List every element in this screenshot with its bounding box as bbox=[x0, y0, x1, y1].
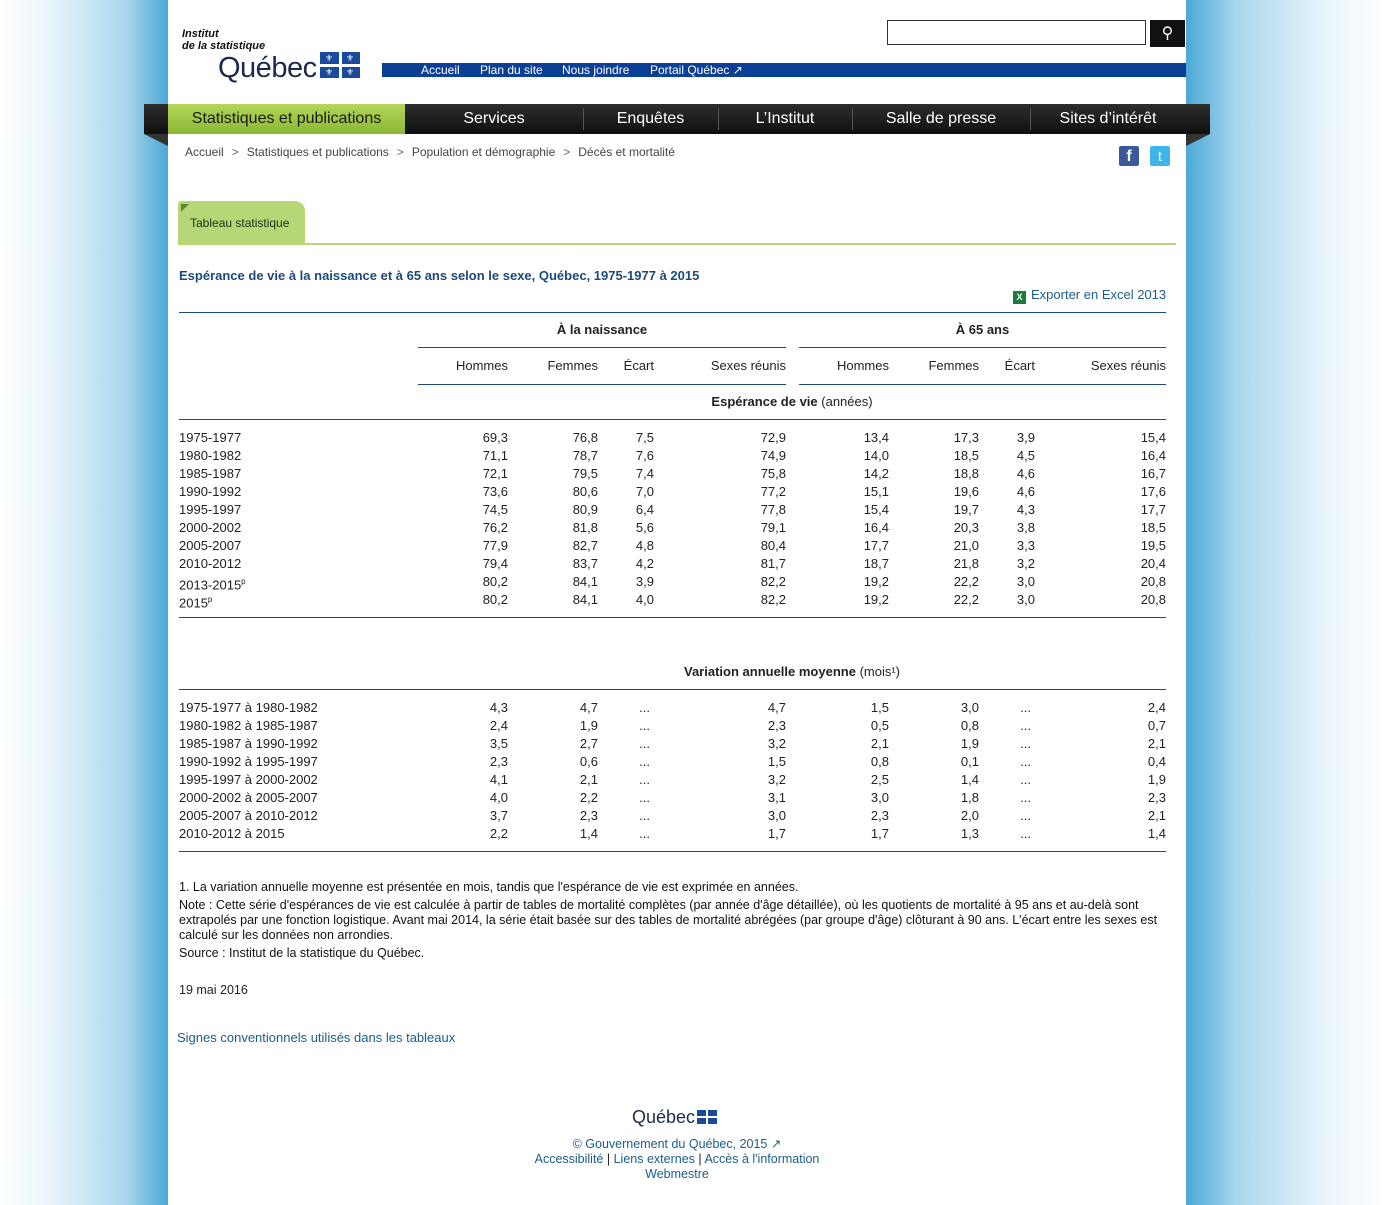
table-cell: 6,4 bbox=[635, 502, 654, 517]
publication-date: 19 mai 2016 bbox=[179, 983, 248, 997]
table-cell: 3,5 bbox=[489, 736, 508, 751]
table-cell: 82,2 bbox=[760, 574, 786, 589]
table-cell: 19,2 bbox=[863, 592, 889, 607]
table-cell: 3,3 bbox=[1016, 538, 1035, 553]
table-cell: 4,3 bbox=[1016, 502, 1035, 517]
table-cell: 83,7 bbox=[572, 556, 598, 571]
table-row-label bbox=[179, 538, 241, 554]
column-header: Hommes bbox=[455, 358, 508, 373]
table-cell: 81,8 bbox=[572, 520, 598, 535]
table-cell: 19,5 bbox=[1140, 538, 1166, 553]
table-cell: 4,0 bbox=[635, 592, 654, 607]
table-cell: 3,9 bbox=[635, 574, 654, 589]
main-nav bbox=[144, 104, 1210, 134]
table-cell: 0,5 bbox=[870, 718, 889, 733]
table-row-label bbox=[179, 574, 246, 593]
section-heading-label: Variation annuelle moyenne bbox=[684, 664, 856, 679]
table-cell: 4,7 bbox=[579, 700, 598, 715]
section-rule bbox=[179, 419, 1166, 420]
quebec-flag-icon bbox=[697, 1110, 717, 1124]
table-cell: 0,8 bbox=[960, 718, 979, 733]
table-cell: 2,1 bbox=[1147, 736, 1166, 751]
table-cell: ... bbox=[639, 772, 650, 787]
table-cell: 0,8 bbox=[870, 754, 889, 769]
table-cell: 76,2 bbox=[482, 520, 508, 535]
table-cell: 2,5 bbox=[870, 772, 889, 787]
section-heading-esperance bbox=[418, 394, 1166, 410]
table-cell: 2,1 bbox=[870, 736, 889, 751]
section-heading-unit: (mois¹) bbox=[855, 664, 900, 679]
breadcrumb-separator: > bbox=[231, 145, 239, 159]
table-row-label: 2005-2007 à 2010-2012 bbox=[179, 808, 318, 823]
table-cell: 75,8 bbox=[760, 466, 786, 481]
column-header: Femmes bbox=[928, 358, 979, 373]
table-cell: 4,7 bbox=[767, 700, 786, 715]
logo-quebec: Québec bbox=[218, 52, 317, 84]
table-cell: ... bbox=[639, 736, 650, 751]
table-cell: 74,5 bbox=[482, 502, 508, 517]
top-link-portail-quebec[interactable] bbox=[650, 63, 743, 77]
table-cell: 3,2 bbox=[767, 772, 786, 787]
table-row-label bbox=[179, 448, 241, 464]
table-cell: 2,3 bbox=[767, 718, 786, 733]
table-cell: ... bbox=[1020, 772, 1031, 787]
table-cell: 82,7 bbox=[572, 538, 598, 553]
table-cell: 0,4 bbox=[1147, 754, 1166, 769]
breadcrumb-separator: > bbox=[563, 145, 571, 159]
table-cell: ... bbox=[1020, 754, 1031, 769]
tab-underline bbox=[178, 243, 1176, 245]
table-cell: 4,6 bbox=[1016, 484, 1035, 499]
table-cell: 78,7 bbox=[572, 448, 598, 463]
column-header: Sexes réunis bbox=[710, 358, 786, 373]
table-cell: 14,0 bbox=[863, 448, 889, 463]
table-cell: 7,5 bbox=[635, 430, 654, 445]
table-cell: 3,0 bbox=[1016, 574, 1035, 589]
table-cell: 7,6 bbox=[635, 448, 654, 463]
table-cell: 17,3 bbox=[953, 430, 979, 445]
table-cell: 18,5 bbox=[953, 448, 979, 463]
table-cell: 0,1 bbox=[960, 754, 979, 769]
row-label-text: 1980-1982 bbox=[179, 448, 242, 463]
top-links-bar bbox=[382, 63, 1186, 77]
footer-links bbox=[168, 1152, 1186, 1167]
group-rule-65-ans bbox=[799, 347, 1166, 348]
nav-fold-right bbox=[1186, 134, 1210, 146]
table-cell: 2,1 bbox=[579, 772, 598, 787]
table-cell: 18,5 bbox=[1140, 520, 1166, 535]
table-bottom-rule bbox=[179, 851, 1166, 852]
nav-salle-de-presse[interactable]: Salle de presse bbox=[885, 110, 997, 127]
isq-logo[interactable] bbox=[182, 28, 355, 84]
background-right bbox=[1186, 0, 1387, 1205]
table-cell: ... bbox=[639, 808, 650, 823]
table-cell: 2,2 bbox=[579, 790, 598, 805]
table-cell: 1,5 bbox=[870, 700, 889, 715]
table-cell: 4,5 bbox=[1016, 448, 1035, 463]
table-cell: 21,8 bbox=[953, 556, 979, 571]
row-label-text: 1990-1992 bbox=[179, 484, 242, 499]
table-row-label bbox=[179, 484, 241, 500]
table-cell: 77,2 bbox=[760, 484, 786, 499]
top-link-nous-joindre[interactable]: Nous joindre bbox=[562, 63, 630, 77]
footer-separator: | bbox=[606, 1152, 611, 1166]
row-label-text: 2013-2015 bbox=[179, 577, 242, 593]
table-cell: 73,6 bbox=[482, 484, 508, 499]
row-label-text: 2005-2007 bbox=[179, 538, 242, 553]
table-top-rule bbox=[179, 312, 1166, 313]
footer-link-accessibilite[interactable]: Accessibilité bbox=[534, 1152, 604, 1166]
column-header: Écart bbox=[623, 358, 654, 373]
export-excel-label: Exporter en Excel 2013 bbox=[1031, 287, 1167, 302]
table-row-label bbox=[179, 592, 212, 611]
table-cell: 17,6 bbox=[1140, 484, 1166, 499]
table-cell: 1,9 bbox=[960, 736, 979, 751]
row-label-text: 1975-1977 bbox=[179, 430, 242, 445]
table-cell: 4,8 bbox=[635, 538, 654, 553]
external-link-icon: ↗ bbox=[770, 1137, 782, 1151]
table-row-label bbox=[179, 502, 241, 518]
table-cell: 1,7 bbox=[870, 826, 889, 841]
table-cell: 69,3 bbox=[482, 430, 508, 445]
column-header: Femmes bbox=[547, 358, 598, 373]
table-cell: 79,4 bbox=[482, 556, 508, 571]
table-title: Espérance de vie à la naissance et à 65 ans selon le sexe, Québec, 1975-1977 à 2015 bbox=[179, 268, 700, 283]
table-cell: 2,3 bbox=[870, 808, 889, 823]
table-cell: 84,1 bbox=[572, 592, 598, 607]
search-input[interactable] bbox=[887, 20, 1146, 45]
table-cell: 2,3 bbox=[579, 808, 598, 823]
section-heading-variation bbox=[418, 664, 1166, 680]
table-cell: ... bbox=[639, 718, 650, 733]
footer-logo-text: Québec bbox=[632, 1107, 696, 1127]
group-header-naissance: À la naissance bbox=[556, 322, 648, 337]
table-cell: 2,2 bbox=[489, 826, 508, 841]
breadcrumb-accueil[interactable]: Accueil bbox=[185, 145, 224, 159]
section-rule bbox=[179, 689, 1166, 690]
search-button[interactable] bbox=[1150, 20, 1185, 47]
table-cell: 2,4 bbox=[1147, 700, 1166, 715]
table-cell: 20,3 bbox=[953, 520, 979, 535]
table-cell: 4,1 bbox=[489, 772, 508, 787]
note-methodology: Note : Cette série d'espérances de vie est calculée à partir de tables de mortalité complètes (par année d'âge détaillée), où les quotients de mortalité à 95 ans et au-delà sont extrapolés par une fonction logistique. Avant mai 2014, la série était basée sur des tables de mortalité abrégées (par groupe d'âge) clôturant à 90 ans. L'écart entre les sexes est calculé sur les données non arrondies. bbox=[179, 898, 1158, 942]
table-cell: 1,5 bbox=[767, 754, 786, 769]
table-row-label: 1985-1987 à 1990-1992 bbox=[179, 736, 318, 751]
table-cell: ... bbox=[1020, 718, 1031, 733]
footer-logo[interactable] bbox=[632, 1107, 717, 1128]
table-cell: 2,7 bbox=[579, 736, 598, 751]
column-header: Sexes réunis bbox=[1090, 358, 1166, 373]
table-cell: ... bbox=[639, 754, 650, 769]
table-cell: 21,0 bbox=[953, 538, 979, 553]
page bbox=[168, 0, 1186, 1205]
table-row-label bbox=[179, 466, 241, 482]
table-cell: ... bbox=[1020, 790, 1031, 805]
group-header-65-ans: À 65 ans bbox=[955, 322, 1010, 337]
table-cell: 19,6 bbox=[953, 484, 979, 499]
table-cell: 1,3 bbox=[960, 826, 979, 841]
table-cell: 1,4 bbox=[960, 772, 979, 787]
table-cell: ... bbox=[639, 826, 650, 841]
table-cell: 72,9 bbox=[760, 430, 786, 445]
table-cell: 79,5 bbox=[572, 466, 598, 481]
table-cell: 1,4 bbox=[1147, 826, 1166, 841]
signes-conventionnels-link[interactable]: Signes conventionnels utilisés dans les tableaux bbox=[177, 1030, 456, 1045]
table-cell: 3,0 bbox=[870, 790, 889, 805]
breadcrumb bbox=[185, 145, 675, 159]
row-label-text: 2000-2002 bbox=[179, 520, 242, 535]
table-cell: 81,7 bbox=[760, 556, 786, 571]
table-cell: ... bbox=[1020, 826, 1031, 841]
table-cell: 16,7 bbox=[1140, 466, 1166, 481]
top-link-plan-du-site[interactable]: Plan du site bbox=[480, 63, 543, 77]
table-cell: 71,1 bbox=[482, 448, 508, 463]
table-row-label: 2010-2012 à 2015 bbox=[179, 826, 285, 841]
footer-separator: | bbox=[698, 1152, 702, 1166]
provisional-marker: p bbox=[207, 595, 213, 604]
table-cell: 19,2 bbox=[863, 574, 889, 589]
external-link-icon: ↗ bbox=[732, 63, 743, 77]
table-notes bbox=[179, 880, 1159, 964]
header-rule bbox=[799, 384, 1166, 385]
table-cell: 4,6 bbox=[1016, 466, 1035, 481]
table-cell: 14,2 bbox=[863, 466, 889, 481]
table-cell: 74,9 bbox=[760, 448, 786, 463]
table-cell: 20,8 bbox=[1140, 574, 1166, 589]
top-link-portail-label: Portail Québec bbox=[650, 63, 730, 77]
table-cell: 16,4 bbox=[863, 520, 889, 535]
table-cell: 80,6 bbox=[572, 484, 598, 499]
quebec-flag-icon: ⚜ ⚜ ⚜ ⚜ bbox=[320, 52, 360, 78]
table-cell: 0,6 bbox=[579, 754, 598, 769]
table-cell: 3,1 bbox=[767, 790, 786, 805]
table-row-label bbox=[179, 556, 241, 572]
table-cell: 22,2 bbox=[953, 574, 979, 589]
table-cell: 3,9 bbox=[1016, 430, 1035, 445]
table-cell: 22,2 bbox=[953, 592, 979, 607]
table-cell: ... bbox=[639, 700, 650, 715]
table-row-label bbox=[179, 520, 241, 536]
footer-link-acces-information[interactable]: Accès à l'information bbox=[704, 1152, 820, 1166]
table-cell: 3,2 bbox=[1016, 556, 1035, 571]
table-cell: 0,7 bbox=[1147, 718, 1166, 733]
nav-institut[interactable]: L’Institut bbox=[755, 110, 815, 127]
excel-icon: X bbox=[1013, 291, 1026, 304]
note-1: 1. La variation annuelle moyenne est présentée en mois, tandis que l'espérance de vie est exprimée en années. bbox=[179, 880, 799, 894]
table-cell: 13,4 bbox=[863, 430, 889, 445]
table-cell: 3,0 bbox=[767, 808, 786, 823]
group-rule-naissance bbox=[418, 347, 786, 348]
table-cell: 1,4 bbox=[579, 826, 598, 841]
table-cell: 3,2 bbox=[767, 736, 786, 751]
footer-link-liens-externes[interactable]: Liens externes bbox=[613, 1152, 695, 1166]
facebook-icon[interactable]: f bbox=[1119, 146, 1139, 166]
table-cell: 7,4 bbox=[635, 466, 654, 481]
table-cell: 79,1 bbox=[760, 520, 786, 535]
provisional-marker: p bbox=[241, 577, 246, 586]
table-cell: 77,9 bbox=[482, 538, 508, 553]
table-cell: 17,7 bbox=[863, 538, 889, 553]
table-cell: 16,4 bbox=[1140, 448, 1166, 463]
table-cell: 80,2 bbox=[482, 592, 508, 607]
table-cell: 2,0 bbox=[960, 808, 979, 823]
table-cell: 2,4 bbox=[489, 718, 508, 733]
table-cell: 80,4 bbox=[760, 538, 786, 553]
nav-services[interactable]: Services bbox=[463, 110, 525, 127]
table-row-label: 1990-1992 à 1995-1997 bbox=[179, 754, 318, 769]
table-cell: ... bbox=[1020, 700, 1031, 715]
table-row-label: 2000-2002 à 2005-2007 bbox=[179, 790, 318, 805]
table-cell: 2,3 bbox=[489, 754, 508, 769]
table-cell: 80,9 bbox=[572, 502, 598, 517]
nav-statistiques[interactable]: Statistiques et publications bbox=[168, 104, 405, 134]
table-cell: 7,0 bbox=[635, 484, 654, 499]
table-cell: 5,6 bbox=[635, 520, 654, 535]
row-label-text: 1995-1997 bbox=[179, 502, 242, 517]
table-cell: 1,9 bbox=[1147, 772, 1166, 787]
export-excel-link[interactable] bbox=[1013, 287, 1166, 304]
table-cell: 2,3 bbox=[1147, 790, 1166, 805]
table-row-label: 1995-1997 à 2000-2002 bbox=[179, 772, 318, 787]
table-cell: 3,8 bbox=[1016, 520, 1035, 535]
breadcrumb-population[interactable]: Population et démographie bbox=[411, 145, 556, 159]
table-cell: 77,8 bbox=[760, 502, 786, 517]
table-cell: 3,0 bbox=[960, 700, 979, 715]
twitter-icon[interactable]: t bbox=[1150, 146, 1170, 166]
table-cell: 18,7 bbox=[863, 556, 889, 571]
column-header: Écart bbox=[1004, 358, 1035, 373]
section-heading-label: Espérance de vie bbox=[711, 394, 818, 409]
search-icon: ⚲ bbox=[1161, 25, 1174, 42]
table-cell: ... bbox=[1020, 736, 1031, 751]
table-cell: 3,7 bbox=[489, 808, 508, 823]
table-cell: 20,4 bbox=[1140, 556, 1166, 571]
table-cell: 3,0 bbox=[1016, 592, 1035, 607]
table-cell: 15,4 bbox=[863, 502, 889, 517]
column-header: Hommes bbox=[836, 358, 889, 373]
row-label-text: 2015 bbox=[179, 595, 208, 611]
table-row-label bbox=[179, 430, 241, 446]
section-heading-unit: (années) bbox=[817, 394, 873, 409]
table-cell: 84,1 bbox=[572, 574, 598, 589]
top-link-accueil[interactable]: Accueil bbox=[421, 63, 460, 77]
table-cell: 4,0 bbox=[489, 790, 508, 805]
breadcrumb-statistiques[interactable]: Statistiques et publications bbox=[246, 145, 389, 159]
logo-line1: Institut bbox=[182, 28, 219, 40]
section-bottom-rule bbox=[179, 617, 1166, 618]
footer-copyright[interactable] bbox=[168, 1137, 1186, 1152]
table-cell: ... bbox=[639, 790, 650, 805]
table-row-label: 1975-1977 à 1980-1982 bbox=[179, 700, 318, 715]
table-cell: 15,4 bbox=[1140, 430, 1166, 445]
row-label-text: 2010-2012 bbox=[179, 556, 242, 571]
table-row-label: 1980-1982 à 1985-1987 bbox=[179, 718, 318, 733]
table-cell: 19,7 bbox=[953, 502, 979, 517]
tab-tableau-statistique[interactable]: Tableau statistique bbox=[178, 201, 305, 244]
nav-sites-interet[interactable]: Sites d’intérêt bbox=[1059, 110, 1157, 127]
table-cell: 4,3 bbox=[489, 700, 508, 715]
table-cell: 15,1 bbox=[863, 484, 889, 499]
table-cell: 76,8 bbox=[572, 430, 598, 445]
table-cell: 1,7 bbox=[767, 826, 786, 841]
logo-line2: de la statistique bbox=[182, 40, 266, 52]
table-cell: ... bbox=[1020, 808, 1031, 823]
nav-fold-left bbox=[144, 134, 168, 146]
table-cell: 18,8 bbox=[953, 466, 979, 481]
table-cell: 4,2 bbox=[635, 556, 654, 571]
footer-webmestre[interactable]: Webmestre bbox=[645, 1167, 709, 1181]
table-cell: 82,2 bbox=[760, 592, 786, 607]
table-cell: 1,9 bbox=[579, 718, 598, 733]
table-cell: 20,8 bbox=[1140, 592, 1166, 607]
header-rule bbox=[418, 384, 786, 385]
table-cell: 72,1 bbox=[482, 466, 508, 481]
table-cell: 1,8 bbox=[960, 790, 979, 805]
table-cell: 17,7 bbox=[1140, 502, 1166, 517]
note-source: Source : Institut de la statistique du Québec. bbox=[179, 946, 425, 960]
table-cell: 2,1 bbox=[1147, 808, 1166, 823]
nav-enquetes[interactable]: Enquêtes bbox=[616, 110, 685, 127]
background-left bbox=[0, 0, 168, 1205]
breadcrumb-separator: > bbox=[396, 145, 404, 159]
table-cell: 80,2 bbox=[482, 574, 508, 589]
row-label-text: 1985-1987 bbox=[179, 466, 242, 481]
copyright-text: © Gouvernement du Québec, 2015 bbox=[572, 1137, 768, 1151]
breadcrumb-deces: Décès et mortalité bbox=[578, 145, 675, 159]
